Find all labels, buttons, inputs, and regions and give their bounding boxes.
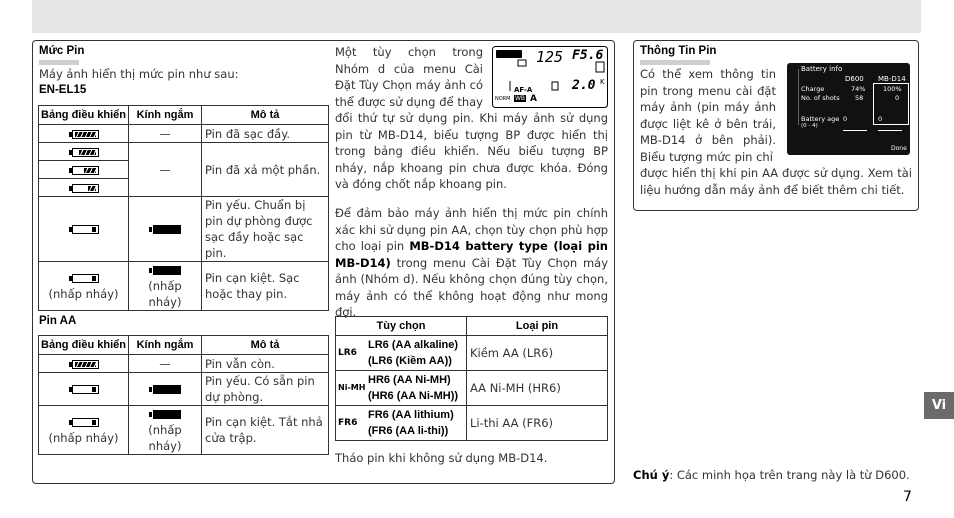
nimh-icon: Ni-MH [338, 383, 366, 392]
description-cell: Pin vẫn còn. [202, 355, 329, 373]
battery-info-heading: Thông Tin Pin [640, 45, 717, 57]
battery-low-icon [69, 385, 99, 394]
aa-subheading: Pin AA [39, 315, 77, 327]
table-row [39, 373, 329, 406]
description-cell: Pin cạn kiệt. Sạc hoặc thay pin. [202, 262, 329, 311]
en-el15-subheading: EN-EL15 [39, 84, 87, 96]
screen-done-label: Done [891, 145, 907, 152]
description-cell: Pin đã sạc đầy. [202, 125, 329, 143]
col-header-panel: Bảng điều khiển [39, 336, 129, 355]
lcd-norm: NORM [495, 96, 511, 102]
col-header-panel: Bảng điều khiển [39, 106, 129, 125]
footnote: Chú ý: Các minh họa trên trang này là từ D600. [633, 468, 910, 482]
language-tab[interactable]: Vi [924, 392, 954, 419]
viewfinder-battery-exhausted-icon [149, 410, 181, 419]
heading-underline [39, 60, 79, 65]
viewfinder-battery-low-icon [149, 385, 181, 394]
page-number: 7 [903, 489, 912, 505]
battery-full-icon [69, 360, 99, 369]
battery-level-heading: Mức Pin [39, 45, 85, 57]
table-row: — Pin đã xả một phần. [39, 143, 329, 161]
table-row: FR6 FR6 (AA lithium) (FR6 (AA li-thi)) Li-thi AA (FR6) [336, 406, 608, 441]
battery-order-paragraph: đổi thứ tự sử dụng pin. Khi máy ảnh sử dụng pin từ MB-D14, biểu tượng BP được hiển thị trong bảng điều khiển. Nếu biểu tượng BP nháy, nắp khoang pin chưa được khóa. Đóng và đóng chốt nắp khoang pin. [335, 111, 608, 191]
battery-exhausted-icon [69, 274, 99, 283]
table-row: (nhấp nháy) (nhấp nháy) Pin cạn kiệt. Sạc hoặc thay pin. [39, 262, 329, 311]
screen-title: Battery info [801, 65, 843, 73]
battery-info-lines: Có thể xem thông tin pin trong menu cài đặt máy ảnh (pin máy ảnh được liệt kê ở bên trái, MB-D14 ở bên phải). Biểu tượng mức pin chỉ [640, 67, 776, 164]
table-row [39, 197, 329, 262]
table-row: LR6 LR6 (AA alkaline) (LR6 (Kiềm AA)) Kiềm AA (LR6) [336, 336, 608, 371]
table-row: — Pin vẫn còn. [39, 355, 329, 373]
lcd-wb: WB [515, 95, 526, 102]
description-cell: Pin yếu. Chuẩn bị pin dự phòng được sạc đầy hoặc sạc pin. [202, 197, 329, 262]
lcd-mode: A [530, 94, 537, 104]
lcd-k: K [600, 78, 605, 86]
aa-type-paragraph: Để đảm bảo máy ảnh hiển thị mức pin chính xác khi sử dụng pin AA, chọn tùy chọn phù hợp cho loại pin MB-D14 battery type (loại pin MB-D14) trong menu Cài Đặt Tùy Chọn máy ảnh (Nhóm d). Nếu không chọn đúng tùy chọn, máy ảnh có thể không hoạt động như mong đợi. [335, 206, 608, 319]
heading-underline [640, 60, 710, 65]
viewfinder-battery-exhausted-icon [149, 266, 181, 275]
table-row: — Pin đã sạc đầy. [39, 125, 329, 143]
battery-full-icon [69, 130, 99, 139]
col-header-viewfinder: Kính ngắm [129, 336, 202, 355]
table-row: (nhấp nháy) (nhấp nháy) Pin cạn kiệt. Tắt nhả cửa trập. [39, 406, 329, 455]
control-panel-illustration [492, 46, 608, 108]
table-row: Ni-MH HR6 (AA Ni-MH) (HR6 (AA Ni-MH)) AA Ni-MH (HR6) [336, 371, 608, 406]
battery-2-bars-icon [69, 166, 99, 175]
battery-exhausted-icon [69, 418, 99, 427]
col-header-battery-type: Loại pin [467, 317, 608, 336]
battery-level-intro: Máy ảnh hiển thị mức pin như sau: [39, 67, 239, 81]
top-header-bar [32, 0, 921, 33]
lcd-af: AF-A [514, 86, 533, 94]
battery-1-bar-icon [69, 184, 99, 193]
closing-note: Tháo pin khi không sử dụng MB-D14. [335, 451, 548, 465]
battery-info-screen: Battery info D600 MB-D14 Charge 74% 100% No. of shots 58 0 Battery age (0 - 4) 0 0 Done [787, 63, 910, 155]
battery-info-paragraph: được hiển thị khi pin AA được sử dụng. Xem tài liệu hướng dẫn máy ảnh để biết thêm chi tiết. [640, 166, 912, 197]
battery-type-table [335, 316, 608, 441]
en-el15-table [38, 105, 329, 311]
col-header-option: Tùy chọn [336, 317, 467, 336]
viewfinder-battery-low-icon [149, 225, 181, 234]
battery-low-icon [69, 225, 99, 234]
battery-order-lines: Một tùy chọn trong Nhóm d của menu Cài Đặt Tùy Chọn máy ảnh có thể được sử dụng để thay [335, 45, 483, 109]
fr6-icon: FR6 [338, 418, 358, 428]
lcd-shutter: 125 [536, 48, 564, 66]
lr6-icon: LR6 [338, 348, 357, 358]
description-cell: Pin cạn kiệt. Tắt nhả cửa trập. [202, 406, 329, 455]
description-cell: Pin yếu. Có sẵn pin dự phòng. [202, 373, 329, 406]
lcd-ev: 2.0 [572, 78, 596, 93]
col-header-description: Mô tả [202, 336, 329, 355]
lcd-aperture: F5.6 [572, 48, 604, 63]
battery-3-bars-icon [69, 148, 99, 157]
description-cell: Pin đã xả một phần. [202, 143, 329, 197]
col-header-viewfinder: Kính ngắm [129, 106, 202, 125]
col-header-description: Mô tả [202, 106, 329, 125]
aa-table [38, 335, 329, 455]
